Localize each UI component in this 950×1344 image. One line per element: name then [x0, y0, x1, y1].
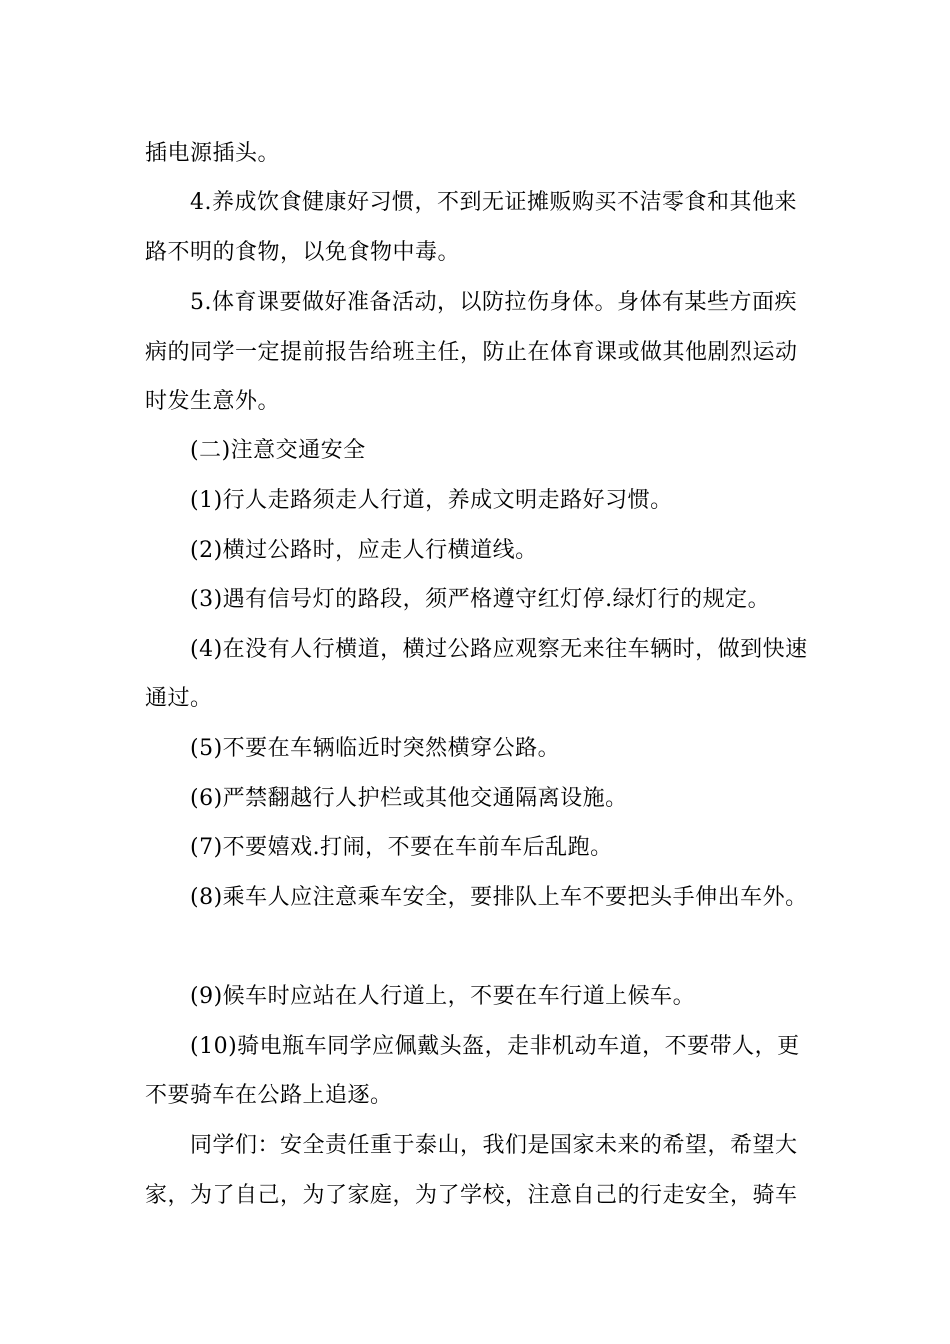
text-line: 插电源插头。: [145, 141, 281, 166]
text-line: (3)遇有信号灯的路段，须严格遵守红灯停.绿灯行的规定。: [190, 587, 771, 612]
text-line: 5.体育课要做好准备活动，以防拉伤身体。身体有某些方面疾: [190, 290, 797, 315]
text-line: 时发生意外。: [145, 389, 281, 414]
text-line: 通过。: [145, 686, 213, 711]
text-line: (5)不要在车辆临近时突然横穿公路。: [190, 736, 561, 761]
text-line: (1)行人走路须走人行道，养成文明走路好习惯。: [190, 488, 673, 513]
text-line: (10)骑电瓶车同学应佩戴头盔，走非机动车道，不要带人，更: [190, 1034, 800, 1059]
text-line: 病的同学一定提前报告给班主任，防止在体育课或做其他剧烈运动: [145, 340, 798, 365]
text-line: (9)候车时应站在人行道上，不要在车行道上候车。: [190, 984, 696, 1009]
text-line: 同学们：安全责任重于泰山，我们是国家未来的希望，希望大: [190, 1133, 798, 1158]
text-line: (7)不要嬉戏.打闹，不要在车前车后乱跑。: [190, 835, 613, 860]
section-heading: (二)注意交通安全: [190, 438, 366, 463]
text-line: (6)严禁翻越行人护栏或其他交通隔离设施。: [190, 786, 628, 811]
text-line: 路不明的食物，以免食物中毒。: [145, 240, 461, 265]
text-line: (4)在没有人行横道，横过公路应观察无来往车辆时，做到快速: [190, 637, 808, 662]
text-line: 家，为了自己，为了家庭，为了学校，注意自己的行走安全，骑车: [145, 1183, 798, 1208]
text-line: (2)横过公路时，应走人行横道线。: [190, 538, 538, 563]
text-line: 不要骑车在公路上追逐。: [145, 1083, 393, 1108]
text-line: 4.养成饮食健康好习惯，不到无证摊贩购买不洁零食和其他来: [190, 190, 797, 215]
text-line: (8)乘车人应注意乘车安全，要排队上车不要把头手伸出车外。: [190, 885, 808, 910]
